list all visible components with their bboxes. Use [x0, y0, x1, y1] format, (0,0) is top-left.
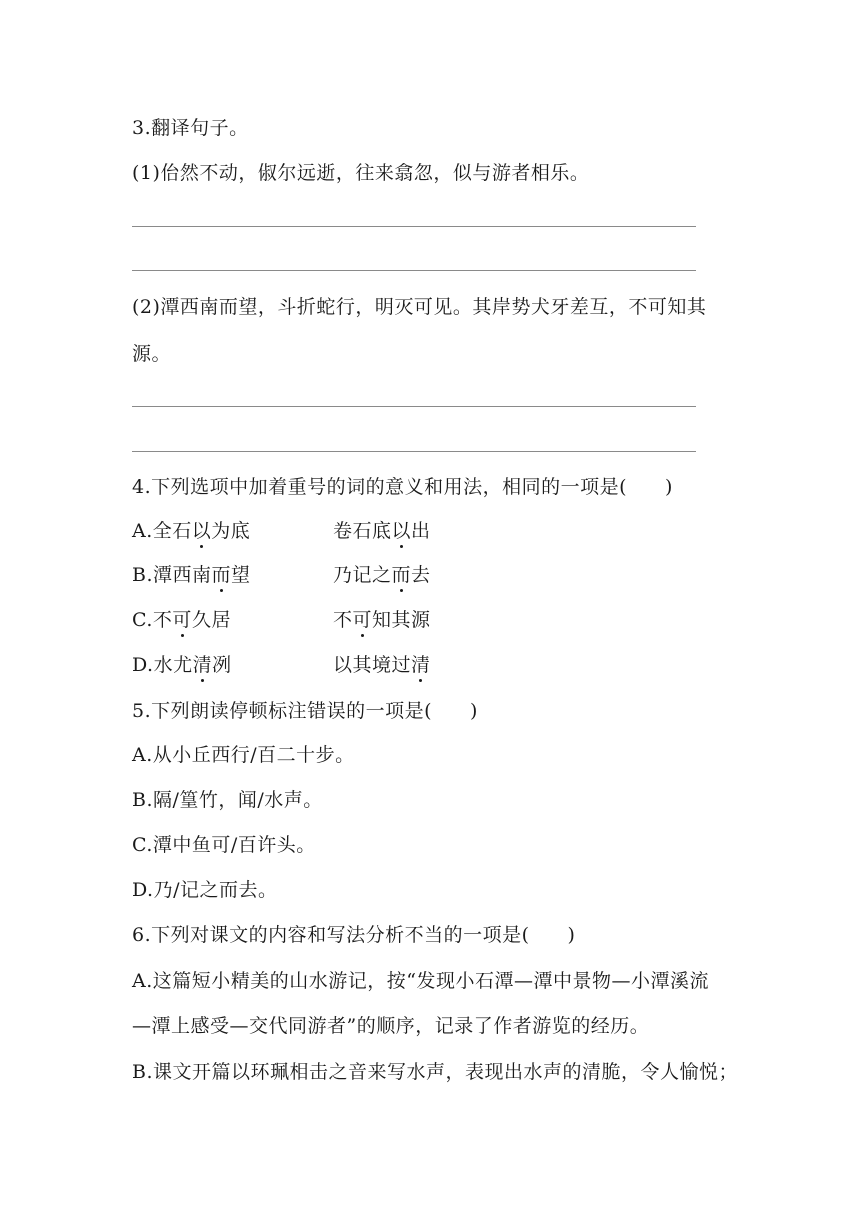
q4-title [132, 474, 673, 500]
q4-option-a-right [333, 518, 431, 544]
option-text: 久居 [191, 609, 231, 631]
q6-option-a-line-2: —潭上感受—交代同游者”的顺序，记录了作者游览的经历。 [132, 1015, 650, 1037]
emphasis-word: 以 [191, 520, 212, 542]
q6-title [132, 922, 575, 948]
option-label: C. [132, 609, 153, 631]
q3-sentence-1: (1)佁然不动，俶尔远逝，往来翕忽，似与游者相乐。 [132, 162, 590, 184]
option-text: 望 [231, 564, 251, 586]
option-label: A. [132, 520, 153, 542]
q3-sentence-2-line-2: 源。 [132, 343, 172, 365]
q4-title-text: 4.下列选项中加着重号的词的意义和用法，相同的一项是( [132, 476, 628, 498]
emphasis-word: 可 [352, 609, 373, 631]
emphasis-word: 清 [411, 654, 431, 676]
option-text: 为底 [211, 520, 251, 542]
q3-sentence-2-line-1: (2)潭西南而望，斗折蛇行，明灭可见。其岸势犬牙差互，不可知其 [132, 296, 707, 318]
q5-title-close: ) [470, 700, 478, 722]
q5-option-c: C.潭中鱼可/百许头。 [132, 834, 316, 856]
option-text: 不 [152, 609, 173, 631]
q3-title: 3.翻译句子。 [132, 117, 249, 139]
q5-option-a: A.从小丘西行/百二十步。 [132, 744, 355, 766]
q6-option-b-line-1: B.课文开篇以环珮相击之音来写水声，表现出水声的清脆，令人愉悦； [132, 1061, 739, 1083]
q4-option-b-left [132, 562, 251, 588]
option-text: 潭西南 [153, 564, 212, 586]
option-text: 去 [411, 564, 431, 586]
q4-title-close: ) [665, 476, 673, 498]
q5-option-d: D.乃/记之而去。 [132, 879, 278, 901]
emphasis-word: 以 [391, 520, 412, 542]
emphasis-word: 而 [211, 564, 232, 586]
answer-line [132, 451, 696, 452]
option-text: 全石 [152, 520, 192, 542]
q5-title [132, 698, 478, 724]
q4-option-d-right [333, 652, 431, 678]
q4-option-c-left [132, 607, 231, 633]
q6-title-close: ) [567, 924, 576, 946]
option-text: 以其境过 [333, 654, 412, 676]
q4-option-c-right [333, 607, 431, 633]
q6-title-text: 6.下列对课文的内容和写法分析不当的一项是( [132, 924, 530, 946]
q4-option-b-right [333, 562, 431, 588]
q5-option-b: B.隔/篁竹，闻/水声。 [132, 789, 323, 811]
answer-line [132, 226, 696, 227]
option-text: 冽 [212, 654, 232, 676]
emphasis-word: 可 [172, 609, 192, 631]
q6-option-a-line-1: A.这篇短小精美的山水游记，按“发现小石潭—潭中景物—小潭溪流 [132, 970, 709, 992]
emphasis-word: 而 [391, 564, 412, 586]
option-text: 水尤 [153, 654, 193, 676]
option-text: 卷石底 [333, 520, 392, 542]
option-label: D. [132, 654, 154, 676]
option-text: 不 [333, 609, 353, 631]
q4-option-d-left [132, 652, 232, 678]
answer-line [132, 406, 696, 407]
q4-option-a-left [132, 518, 250, 544]
answer-line [132, 270, 696, 271]
option-text: 乃记之 [333, 564, 392, 586]
option-text: 知其源 [372, 609, 431, 631]
emphasis-word: 清 [192, 654, 213, 676]
option-text: 出 [411, 520, 431, 542]
option-label: B. [132, 564, 154, 586]
q5-title-text: 5.下列朗读停顿标注错误的一项是( [132, 700, 433, 722]
